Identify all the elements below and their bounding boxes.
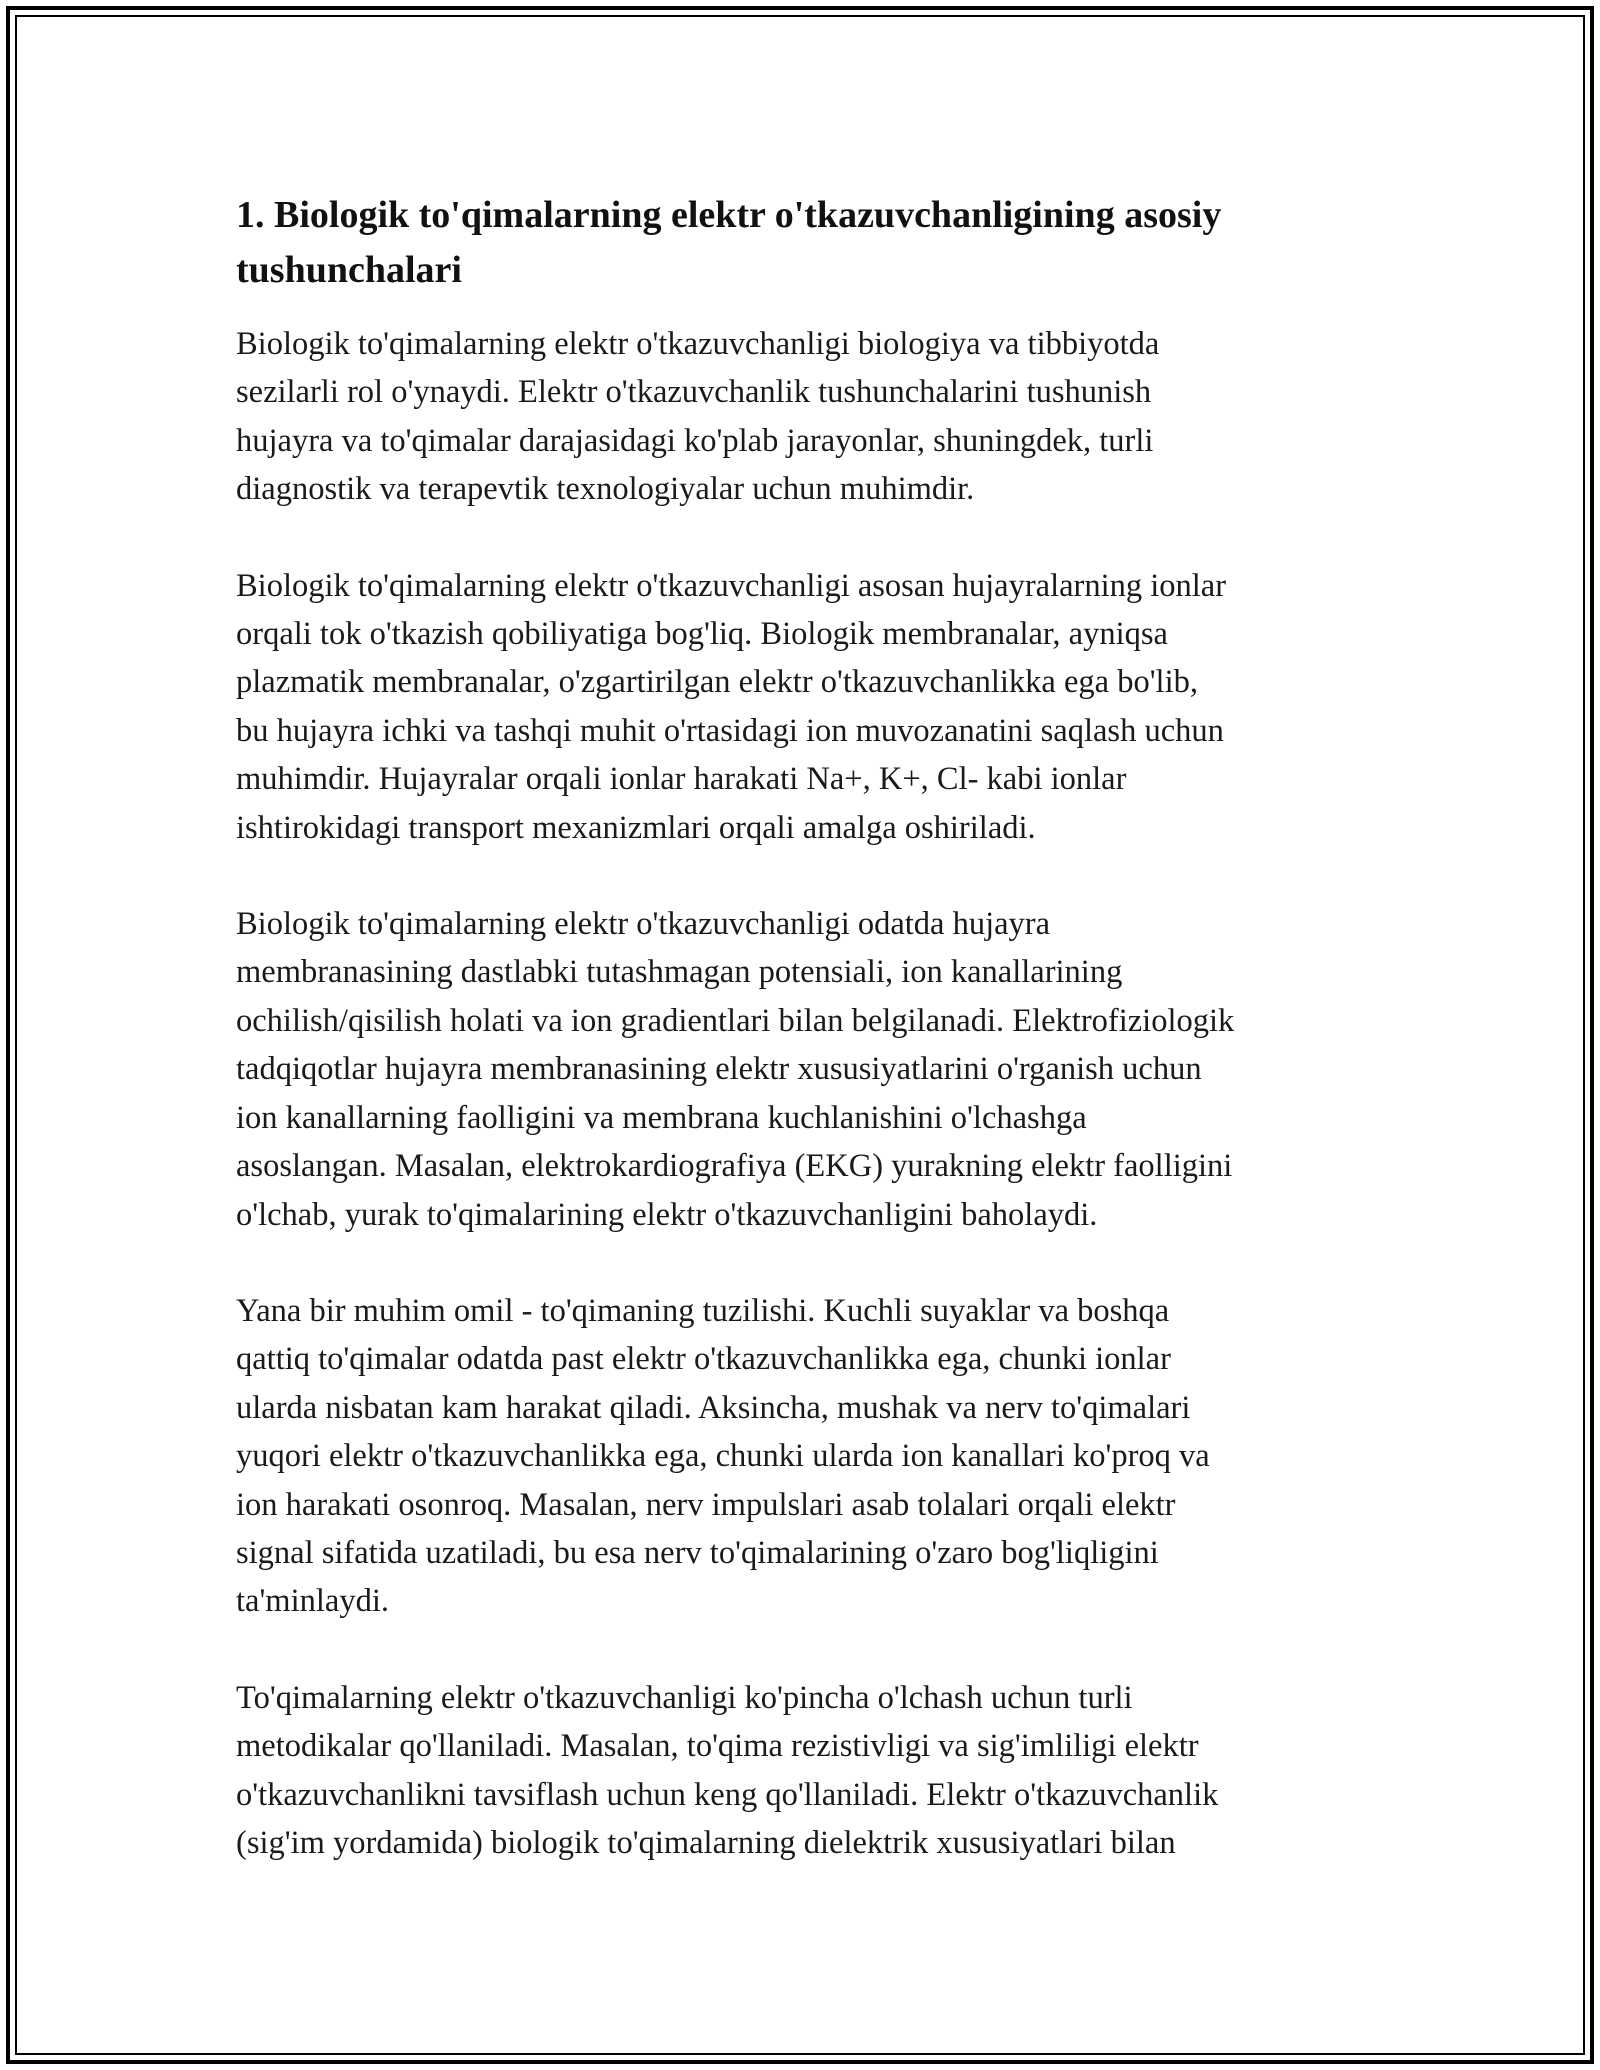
document-body xyxy=(236,188,1376,1915)
paragraph-5: To'qimalarning elektr o'tkazuvchanligi ko'pincha o'lchash uchun turli metodikalar qo'llaniladi. Masalan, to'qima rezistivligi va sig'imliligi elektr o'tkazuvchanlikni tavsiflash uchun keng qo'llaniladi. Elektr o'tkazuvchanlik (sig'im yordamida) biologik to'qimalarning dielektrik xususiyatlari bilan xyxy=(236,1679,1219,1861)
paragraph-3: Biologik to'qimalarning elektr o'tkazuvchanligi odatda hujayra membranasining dastlabki tutashmagan potensiali, ion kanallarining ochilish/qisilish holati va ion gradientlari bilan belgilanadi. Elektrofiziologik tadqiqotlar hujayra membranasining elektr xususiyatlarini o'rganish uchun ion kanallarning faolligini va membrana kuchlanishini o'lchashga asoslangan. Masalan, elektrokardiografiya (EKG) yurakning elektr faolligini o'lchab, yurak to'qimalarining elektr o'tkazuvchanligini baholaydi. xyxy=(236,906,1235,1233)
section-heading: 1. Biologik to'qimalarning elektr o'tkazuvchanligining asosiy tushunchalari xyxy=(236,194,1222,291)
paragraph-2: Biologik to'qimalarning elektr o'tkazuvchanligi asosan hujayralarning ionlar orqali tok o'tkazish qobiliyatiga bog'liq. Biologik membranalar, ayniqsa plazmatik membranalar, o'zgartirilgan elektr o'tkazuvchanlikka ega bo'lib, bu hujayra ichki va tashqi muhit o'rtasidagi ion muvozanatini saqlash uchun muhimdir. Hujayralar orqali ionlar harakati Na+, K+, Cl- kabi ionlar ishtirokidagi transport mexanizmlari orqali amalga oshiriladi. xyxy=(236,567,1227,846)
paragraph-1: Biologik to'qimalarning elektr o'tkazuvchanligi biologiya va tibbiyotda sezilarli rol o'ynaydi. Elektr o'tkazuvchanlik tushunchalarini tushunish hujayra va to'qimalar darajasidagi ko'plab jarayonlar, shuningdek, turli diagnostik va terapevtik texnologiyalar uchun muhimdir. xyxy=(236,326,1160,508)
paragraph-4: Yana bir muhim omil - to'qimaning tuzilishi. Kuchli suyaklar va boshqa qattiq to'qimalar odatda past elektr o'tkazuvchanlikka ega, chunki ionlar ularda nisbatan kam harakat qiladi. Aksincha, mushak va nerv to'qimalari yuqori elektr o'tkazuvchanlikka ega, chunki ularda ion kanallari ko'proq va ion harakati osonroq. Masalan, nerv impulslari asab tolalari orqali elektr signal sifatida uzatiladi, bu esa nerv to'qimalarining o'zaro bog'liqligini ta'minlaydi. xyxy=(236,1292,1210,1620)
